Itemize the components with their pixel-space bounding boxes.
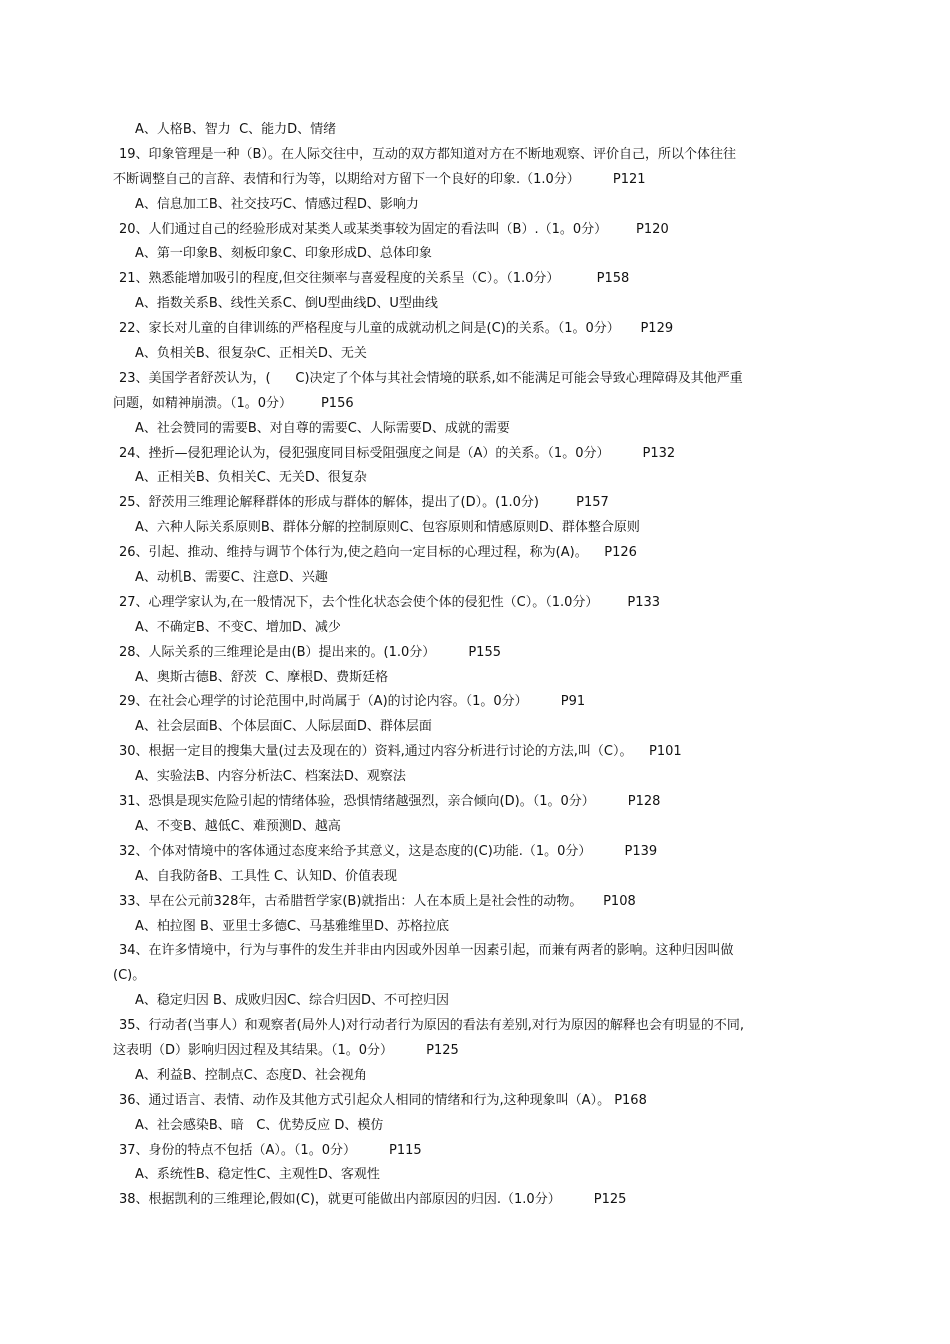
- question-line: 36、通过语言、表情、动作及其他方式引起众人相同的情绪和行为,这种现象叫（A）。 P168: [119, 1092, 647, 1108]
- question-line: 25、舒茨用三维理论解释群体的形成与群体的解体，提出了(D）。(1.0分) P157: [119, 495, 609, 511]
- question-line: 28、人际关系的三维理论是由(B）提出来的。(1.0分） P155: [119, 644, 501, 660]
- answer-options-line: A、社会赞同的需要B、对自尊的需要C、人际需要D、成就的需要: [135, 420, 510, 436]
- question-line: 37、身份的特点不包括（A）。（1。0分） P115: [119, 1142, 422, 1158]
- question-line: 22、家长对儿童的自律训练的严格程度与儿童的成就动机之间是(C)的关系。（1。0分） P129: [119, 321, 674, 337]
- question-line: 35、行动者(当事人）和观察者(局外人)对行动者行为原因的看法有差别,对行为原因的解释也会有明显的不同,: [119, 1018, 745, 1034]
- question-line: 27、心理学家认为,在一般情况下，去个性化状态会使个体的侵犯性（C）。（1.0分） P133: [119, 594, 661, 610]
- answer-options-line: A、第一印象B、刻板印象C、印象形成D、总体印象: [135, 246, 432, 262]
- question-line: 33、早在公元前328年，古希腊哲学家(B)就指出：人在本质上是社会性的动物。 P108: [119, 893, 636, 909]
- question-continuation-line: (C)。: [113, 968, 146, 984]
- answer-options-line: A、自我防备B、工具性 C、认知D、价值表现: [135, 868, 398, 884]
- answer-options-line: A、不确定B、不变C、增加D、减少: [135, 619, 341, 635]
- question-line: 24、挫折—侵犯理论认为，侵犯强度同目标受阻强度之间是（A）的关系。（1。0分） P132: [119, 445, 676, 461]
- answer-options-line: A、信息加工B、社交技巧C、情感过程D、影响力: [135, 196, 419, 212]
- question-line: 23、美国学者舒茨认为，( C)决定了个体与其社会情境的联系,如不能满足可能会导致心理障碍及其他严重: [119, 370, 743, 386]
- answer-options-line: A、实验法B、内容分析法C、档案法D、观察法: [135, 769, 406, 785]
- question-line: 19、印象管理是一种（B）。在人际交往中，互动的双方都知道对方在不断地观察、评价自己，所以个体往往: [119, 146, 736, 162]
- question-line: 21、熟悉能增加吸引的程度,但交往频率与喜爱程度的关系呈（C）。（1.0分） P158: [119, 271, 630, 287]
- answer-options-line: A、人格B、智力 C、能力D、情绪: [135, 122, 337, 137]
- answer-options-line: A、利益B、控制点C、态度D、社会视角: [135, 1067, 367, 1083]
- document-page: [0, 118, 950, 1213]
- question-line: 38、根据凯利的三维理论,假如(C)，就更可能做出内部原因的归因.（1.0分） P125: [119, 1192, 627, 1208]
- question-line: 30、根据一定目的搜集大量(过去及现在的）资料,通过内容分析进行讨论的方法,叫（C）。 P101: [119, 744, 682, 760]
- answer-options-line: A、社会层面B、个体层面C、人际层面D、群体层面: [135, 719, 432, 735]
- question-line: 31、恐惧是现实危险引起的情绪体验，恐惧情绪越强烈，亲合倾向(D)。（1。0分） P128: [119, 794, 661, 810]
- answer-options-line: A、动机B、需要C、注意D、兴趣: [135, 570, 328, 586]
- question-continuation-line: 问题，如精神崩溃。（1。0分） P156: [113, 395, 354, 411]
- question-continuation-line: 这表明（D）影响归因过程及其结果。（1。0分） P125: [113, 1042, 459, 1058]
- answer-options-line: A、稳定归因 B、成败归因C、综合归因D、不可控归因: [135, 993, 450, 1009]
- answer-options-line: A、负相关B、很复杂C、正相关D、无关: [135, 346, 367, 362]
- answer-options-line: A、柏拉图 B、亚里士多德C、马基雅维里D、苏格拉底: [135, 918, 450, 934]
- question-line: 26、引起、推动、维持与调节个体行为,使之趋向一定目标的心理过程，称为(A)。 P126: [119, 545, 637, 561]
- answer-options-line: A、社会感染B、暗 C、优势反应 D、模仿: [135, 1117, 384, 1133]
- question-continuation-line: 不断调整自己的言辞、表情和行为等，以期给对方留下一个良好的印象.（1.0分） P121: [113, 171, 646, 187]
- answer-options-line: A、指数关系B、线性关系C、倒U型曲线D、U型曲线: [135, 296, 438, 312]
- answer-options-line: A、奥斯古德B、舒茨 C、摩根D、费斯廷格: [135, 669, 389, 685]
- question-line: 29、在社会心理学的讨论范围中,时尚属于（A)的讨论内容。（1。0分） P91: [119, 694, 586, 710]
- answer-options-line: A、系统性B、稳定性C、主观性D、客观性: [135, 1167, 380, 1183]
- question-line: 32、个体对情境中的客体通过态度来给予其意义，这是态度的(C)功能.（1。0分） P139: [119, 843, 658, 859]
- answer-options-line: A、六种人际关系原则B、群体分解的控制原则C、包容原则和情感原则D、群体整合原则: [135, 520, 640, 536]
- answer-options-line: A、正相关B、负相关C、无关D、很复杂: [135, 470, 367, 486]
- question-line: 20、人们通过自己的经验形成对某类人或某类事较为固定的看法叫（B）.（1。0分） P120: [119, 221, 669, 237]
- answer-options-line: A、不变B、越低C、难预测D、越高: [135, 818, 341, 834]
- question-line: 34、在许多情境中，行为与事件的发生并非由内因或外因单一因素引起，而兼有两者的影响。这种归因叫做: [119, 943, 734, 959]
